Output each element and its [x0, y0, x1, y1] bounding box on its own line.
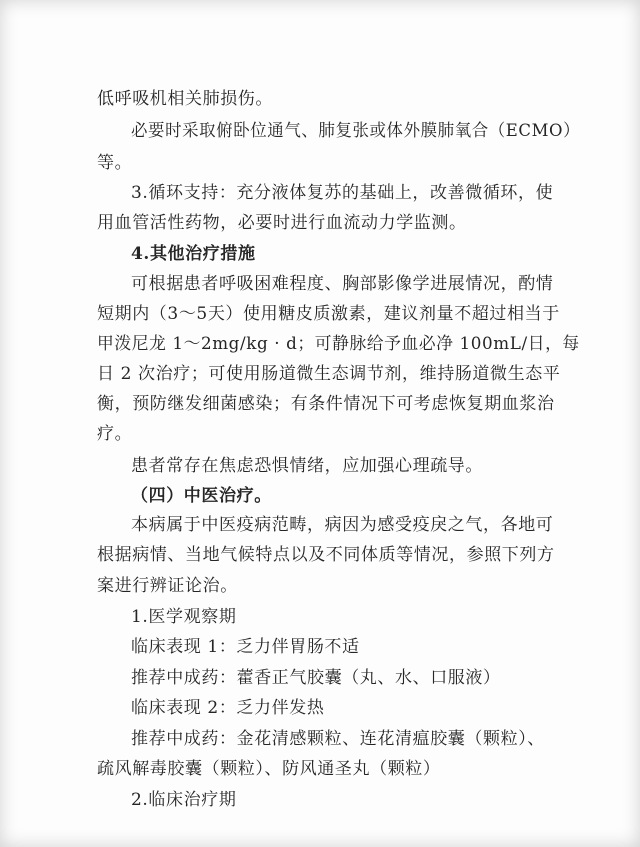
text-line: 日 2 次治疗；可使用肠道微生态调节剂，维持肠道微生态平	[97, 364, 561, 384]
text-line: 本病属于中医疫病范畴，病因为感受疫戾之气，各地可	[131, 515, 554, 535]
text-line: 甲泼尼龙 1～2mg/kg · d；可静脉给予血必净 100mL/日，每	[97, 334, 580, 354]
section-heading: 1.医学观察期	[131, 607, 237, 627]
text-line: 根据病情、当地气候特点以及不同体质等情况，参照下列方	[97, 545, 555, 565]
text-line: 患者常存在焦虑恐惧情绪，应加强心理疏导。	[131, 456, 483, 476]
text-line: 用血管活性药物，必要时进行血流动力学监测。	[97, 213, 467, 233]
text-line: 等。	[97, 153, 133, 173]
section-heading: 4.其他治疗措施	[131, 244, 256, 264]
text-line: 可根据患者呼吸困难程度、胸部影像学进展情况，酌情	[131, 274, 554, 294]
text-line: 推荐中成药：金花清感颗粒、连花清瘟胶囊（颗粒）、	[131, 729, 545, 749]
text-line: 疗。	[97, 424, 133, 444]
text-line: 临床表现 2：乏力伴发热	[131, 698, 325, 718]
text-line: 3.循环支持：充分液体复苏的基础上，改善微循环，使	[131, 183, 554, 203]
text-line: 必要时采取俯卧位通气、肺复张或体外膜肺氧合（ECMO）	[131, 121, 581, 141]
text-line: 临床表现 1：乏力伴胃肠不适	[131, 637, 360, 657]
section-heading: （四）中医治疗。	[131, 486, 272, 506]
text-line: 疏风解毒胶囊（颗粒）、防风通圣丸（颗粒）	[97, 759, 441, 779]
text-line: 短期内（3～5天）使用糖皮质激素，建议剂量不超过相当于	[97, 304, 560, 324]
text-line: 低呼吸机相关肺损伤。	[97, 89, 273, 109]
text-line: 推荐中成药：藿香正气胶囊（丸、水、口服液）	[131, 668, 501, 688]
text-line: 衡，预防继发细菌感染；有条件情况下可考虑恢复期血浆治	[97, 394, 555, 414]
section-heading: 2.临床治疗期	[131, 790, 237, 810]
text-line: 案进行辨证论治。	[97, 576, 238, 596]
